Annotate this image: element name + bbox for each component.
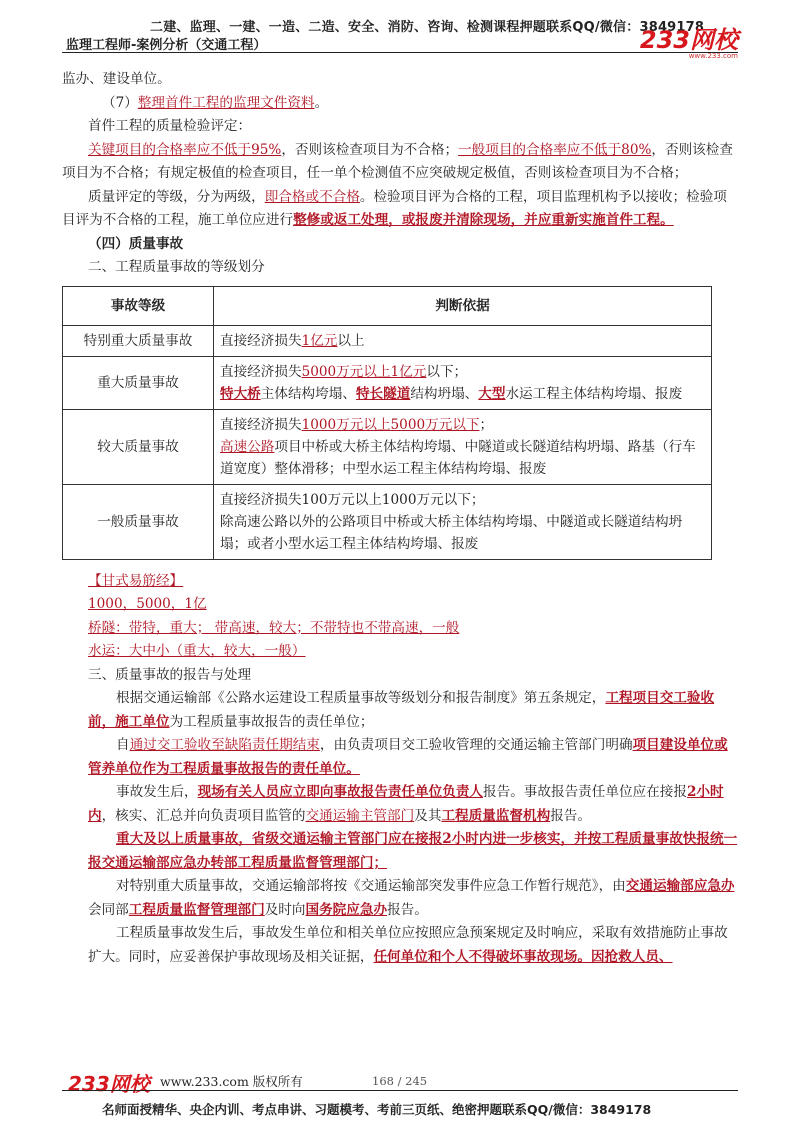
paragraph: 重大及以上质量事故，省级交通运输主管部门应在接报2小时内进一步核实，并按工程质量事故快报统一报交通运输部应急办转部工程质量监督管理部门；	[88, 831, 738, 871]
memo-line: 1000，5000，1亿	[88, 596, 207, 612]
header-banner: 二建、监理、一建、一造、二造、安全、消防、咨询、检测课程押题联系QQ/微信：3849178	[150, 20, 705, 35]
page-content	[62, 68, 738, 969]
paragraph: 监办、建设单位。	[62, 71, 171, 87]
table-cell: 重大质量事故	[63, 356, 214, 409]
table-row	[63, 484, 712, 559]
paragraph: 质量评定的等级，分为两级，即合格或不合格。检验项目评为合格的工程，项目监理机构予以接收；检验项目评为不合格的工程，施工单位应进行整修或返工处理，或报废并清除现场，并应重新实施首件工程。	[62, 188, 727, 228]
table-header-cell: 事故等级	[63, 286, 214, 325]
paragraph: 工程质量事故发生后，事故发生单位和相关单位应按照应急预案规定及时响应，采取有效措施防止事故扩大。同时，应妥善保护事故现场及相关证据，任何单位和个人不得破坏事故现场。因抢救人员、	[88, 925, 728, 965]
table-cell: 直接经济损失1000万元以上5000万元以下； 高速公路项目中桥或大桥主体结构垮塌、中隧道或长隧道结构坍塌、路基（行车道宽度）整体滑移；中型水运工程主体结构垮塌、报废	[214, 409, 712, 484]
table-header-cell: 判断依据	[214, 286, 712, 325]
table-row	[63, 356, 712, 409]
paragraph: 首件工程的质量检验评定：	[88, 118, 252, 134]
paragraph: 自通过交工验收至缺陷责任期结束，由负责项目交工验收管理的交通运输主管部门明确项目建设单位或管养单位作为工程质量事故报告的责任单位。	[88, 737, 728, 777]
paragraph: 事故发生后，现场有关人员应立即向事故报告责任单位负责人报告。事故报告责任单位应在接报2小时内，核实、汇总并向负责项目监管的交通运输主管部门及其工程质量监督机构报告。	[88, 784, 724, 824]
paragraph: 根据交通运输部《公路水运建设工程质量事故等级划分和报告制度》第五条规定，工程项目交工验收前，施工单位为工程质量事故报告的责任单位；	[88, 690, 715, 730]
memo-line: 桥隧：带特，重大； 带高速，较大；不带特也不带高速，一般	[88, 619, 460, 636]
section-heading: 二、工程质量事故的等级划分	[88, 259, 265, 275]
table-cell: 一般质量事故	[63, 484, 214, 559]
brand-logo: 233网校 www.233.com	[639, 26, 738, 60]
table-header-row	[63, 286, 712, 325]
paragraph: 对特别重大质量事故，交通运输部将按《交通运输部突发事件应急工作暂行规范》，由交通运输部应急办会同部工程质量监督管理部门及时向国务院应急办报告。	[88, 878, 735, 918]
memo-title: 【甘式易筋经】	[88, 572, 184, 589]
footer-copyright: www.233.com 版权所有	[160, 1074, 303, 1089]
section-heading: （四）质量事故	[88, 235, 184, 252]
table-cell: 特别重大质量事故	[63, 325, 214, 356]
table-cell: 直接经济损失1亿元以上	[214, 325, 712, 356]
table-cell: 较大质量事故	[63, 409, 214, 484]
footer-banner: 名师面授精华、央企内训、考点串讲、习题模考、考前三页纸、绝密押题联系QQ/微信：3849178	[102, 1102, 652, 1117]
section-heading: 三、质量事故的报告与处理	[88, 666, 252, 683]
footer-divider	[62, 1090, 738, 1091]
table-cell: 直接经济损失100万元以上1000万元以下； 除高速公路以外的公路项目中桥或大桥主体结构垮塌、中隧道或长隧道结构坍塌；或者小型水运工程主体结构垮塌、报废	[214, 484, 712, 559]
footer-logo: 233网校	[68, 1072, 150, 1096]
table-row	[63, 325, 712, 356]
header-divider	[62, 52, 738, 53]
accident-grade-table	[62, 286, 712, 560]
page-number: 168 / 245	[372, 1074, 428, 1088]
memo-line: 水运：大中小（重大，较大，一般）	[88, 643, 306, 659]
document-title: 监理工程师-案例分析（交通工程）	[66, 38, 267, 53]
paragraph: （7）整理首件工程的监理文件资料。	[102, 94, 329, 111]
table-cell: 直接经济损失5000万元以上1亿元以下； 特大桥主体结构垮塌、特长隧道结构坍塌、大型水运工程主体结构垮塌、报废	[214, 356, 712, 409]
table-row	[63, 409, 712, 484]
paragraph: 关键项目的合格率应不低于95%，否则该检查项目为不合格；一般项目的合格率应不低于80%，否则该检查项目为不合格；有规定极值的检查项目，任一单个检测值不应突破规定极值，否则该检查项目为不合格；	[62, 141, 733, 181]
